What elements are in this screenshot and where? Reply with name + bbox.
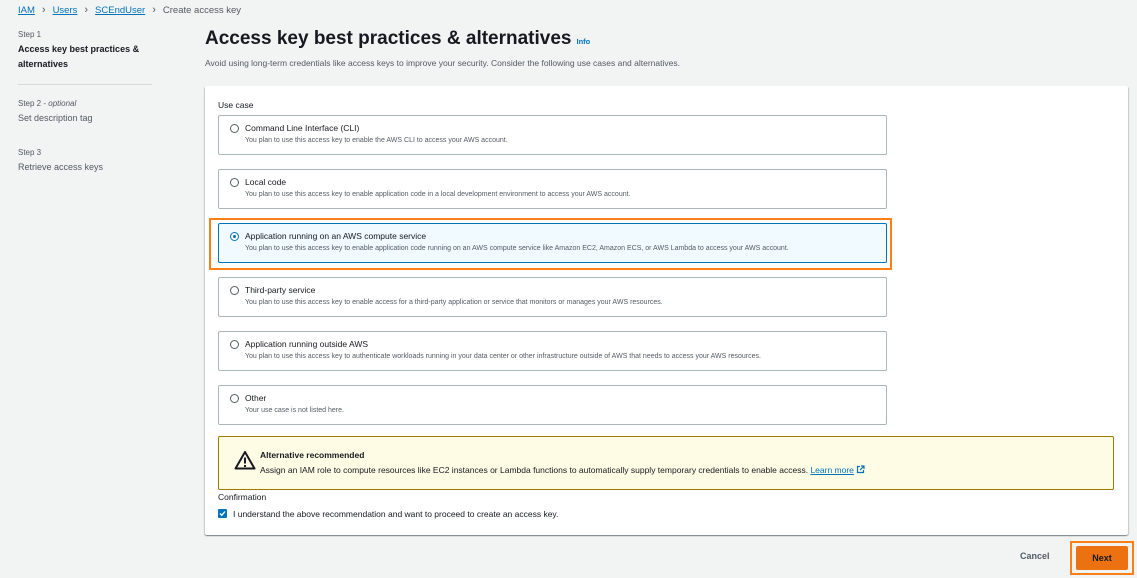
breadcrumb (18, 3, 241, 17)
step-number (18, 99, 152, 108)
radio-button[interactable] (230, 286, 239, 295)
confirmation-checkbox[interactable] (218, 509, 227, 518)
option-local-code[interactable] (218, 169, 887, 209)
breadcrumb-current: Create access key (162, 4, 242, 16)
step-divider (18, 84, 152, 85)
page-title-text: Access key best practices & alternatives (205, 28, 572, 49)
wizard-steps (18, 30, 152, 187)
warning-icon (234, 450, 256, 470)
use-case-label: Use case (218, 100, 254, 110)
chevron-right-icon: › (84, 3, 89, 16)
use-case-panel (205, 86, 1128, 535)
step-3[interactable] (18, 138, 152, 187)
breadcrumb-iam-link[interactable]: IAM (18, 4, 35, 16)
alternative-recommended-alert (218, 436, 1114, 490)
step-number: Step 3 (18, 148, 42, 157)
chevron-right-icon: › (152, 3, 156, 16)
step-title: Retrieve access keys (18, 162, 104, 172)
option-title: Application running on an AWS compute service (245, 231, 427, 241)
info-link[interactable]: Info (576, 37, 591, 46)
page-description: Avoid using long-term credentials like access keys to improve your security. Consider the following use cases and alternatives. (205, 58, 680, 68)
option-description: Your use case is not listed here. (245, 407, 344, 414)
radio-button[interactable] (230, 124, 239, 133)
learn-more-label: Learn more (810, 465, 854, 475)
confirmation-text: I understand the above recommendation and want to proceed to create an access key. (233, 509, 559, 519)
option-aws-compute[interactable] (218, 223, 887, 263)
step-1 (18, 30, 152, 84)
option-title: Local code (245, 177, 287, 187)
option-description: You plan to use this access key to enable access for a third-party application or service that monitors or manages your AWS resources. (245, 299, 663, 306)
option-title: Other (245, 393, 267, 403)
step-number: Step 1 (18, 30, 42, 39)
option-cli[interactable] (218, 115, 887, 155)
radio-button[interactable] (230, 178, 239, 187)
option-title: Command Line Interface (CLI) (245, 123, 360, 133)
next-button[interactable]: Next (1076, 546, 1128, 570)
step-title: Access key best practices & alternatives (18, 44, 140, 69)
option-title: Third-party service (245, 285, 316, 295)
alert-body: Assign an IAM role to compute resources like EC2 instances or Lambda functions to automatically supply temporary credentials to enable access. (260, 465, 809, 475)
page-title (205, 28, 590, 50)
confirmation-label: Confirmation (218, 492, 267, 502)
learn-more-link[interactable] (810, 465, 864, 475)
radio-button-selected[interactable] (230, 232, 239, 241)
alert-text (260, 465, 865, 475)
option-third-party[interactable] (218, 277, 887, 317)
cancel-button[interactable]: Cancel (1020, 551, 1050, 561)
external-link-icon (856, 465, 865, 474)
option-description: You plan to use this access key to enable application code in a local development environment to access your AWS account. (245, 191, 631, 198)
option-description: You plan to use this access key to enable application code running on an AWS compute service like Amazon EC2, Amazon ECS, or AWS Lambda to access your AWS account. (245, 245, 789, 252)
radio-button[interactable] (230, 394, 239, 403)
step-title: Set description tag (18, 113, 93, 123)
alert-title: Alternative recommended (260, 450, 365, 460)
option-other[interactable] (218, 385, 887, 425)
step-optional-label: optional (48, 99, 77, 108)
option-description: You plan to use this access key to authenticate workloads running in your data center or other infrastructure outside of AWS that needs to access your AWS resources. (245, 353, 761, 360)
breadcrumb-user-link[interactable]: SCEndUser (95, 4, 146, 16)
breadcrumb-users-link[interactable]: Users (52, 4, 78, 16)
option-description: You plan to use this access key to enable the AWS CLI to access your AWS account. (245, 137, 508, 144)
radio-button[interactable] (230, 340, 239, 349)
option-outside-aws[interactable] (218, 331, 887, 371)
check-icon (219, 510, 226, 517)
step-number-text: Step 2 - (18, 99, 49, 108)
chevron-right-icon: › (41, 3, 46, 16)
step-2[interactable] (18, 99, 152, 138)
option-title: Application running outside AWS (245, 339, 369, 349)
